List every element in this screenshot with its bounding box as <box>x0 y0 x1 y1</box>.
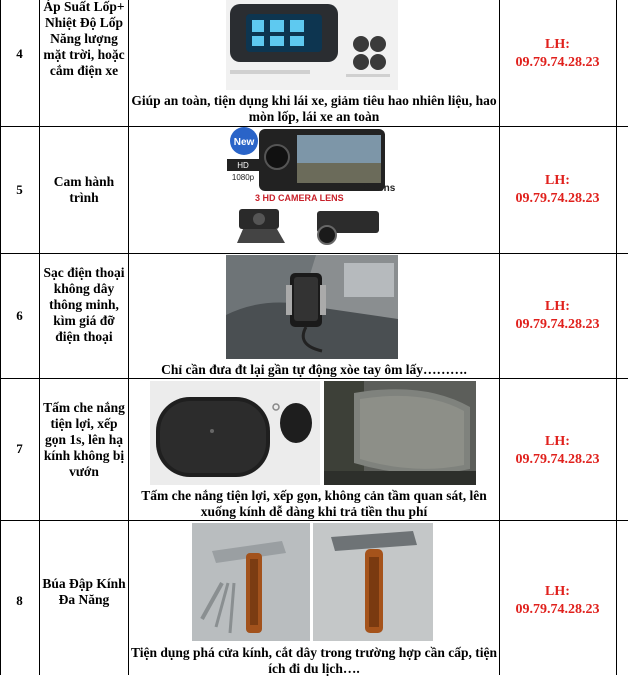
row-number: 4 <box>16 46 23 61</box>
contact-phone: 09.79.74.28.23 <box>515 55 600 70</box>
contact-label: LH: <box>545 584 570 599</box>
product-name: Búa Đập Kính Đa Năng <box>42 576 126 607</box>
product-description: Tiện dụng phá cửa kính, cắt dây trong trường hợp cần cấp, tiện ích đi du lịch…. <box>131 645 497 676</box>
resolution-label: 1080p <box>231 173 255 182</box>
sunshade-folded-image <box>150 381 320 485</box>
tire-pressure-monitor-image <box>226 0 398 90</box>
product-name: Áp Suất Lốp+ Nhiệt Độ Lốp Năng lượng mặt trời, hoặc cắm điện xe <box>43 0 125 78</box>
dash-camera-image <box>225 127 396 249</box>
row-divider <box>0 520 628 521</box>
row-number: 7 <box>16 441 23 456</box>
new-badge: New <box>233 137 255 148</box>
camera-lens-label: 3 HD CAMERA LENS <box>255 193 344 203</box>
table-border-left <box>0 0 1 675</box>
product-description: Tấm che nắng tiện lợi, xếp gọn, không cản tầm quan sát, lên xuống kính dễ dàng khi trả tiền thu phí <box>141 488 487 519</box>
product-name: Cam hành trình <box>53 174 115 205</box>
product-description: Chỉ cần đưa đt lại gần tự động xòe tay ôm lấy………. <box>161 362 467 377</box>
contact-phone: 09.79.74.28.23 <box>515 191 600 206</box>
contact-phone: 09.79.74.28.23 <box>515 602 600 617</box>
hd-label: HD <box>237 161 249 170</box>
hammer-closed-image <box>313 523 433 641</box>
row-divider <box>0 253 628 254</box>
row-number: 5 <box>16 182 23 197</box>
contact-label: LH: <box>545 434 570 449</box>
fullhd-label: FullHD Lens <box>337 183 396 194</box>
contact-phone: 09.79.74.28.23 <box>515 452 600 467</box>
column-divider <box>499 0 500 675</box>
sunshade-installed-image <box>324 381 476 485</box>
hammer-tool-image <box>192 523 310 641</box>
contact-label: LH: <box>545 299 570 314</box>
contact-phone: 09.79.74.28.23 <box>515 317 600 332</box>
row-number: 8 <box>16 593 23 608</box>
table-border-right <box>616 0 617 675</box>
row-number: 6 <box>16 308 23 323</box>
contact-label: LH: <box>545 37 570 52</box>
row-divider <box>0 378 628 379</box>
product-name: Sạc điện thoại không dây thông minh, kìm giá đỡ điện thoại <box>43 265 125 344</box>
product-description: Giúp an toàn, tiện dụng khi lái xe, giảm tiêu hao nhiên liệu, hao mòn lốp, lái xe an toàn <box>131 93 497 124</box>
wireless-charger-image <box>226 255 398 359</box>
contact-label: LH: <box>545 173 570 188</box>
product-name: Tấm che nắng tiện lợi, xếp gọn 1s, lên hạ kính không bị vướn <box>43 400 125 479</box>
